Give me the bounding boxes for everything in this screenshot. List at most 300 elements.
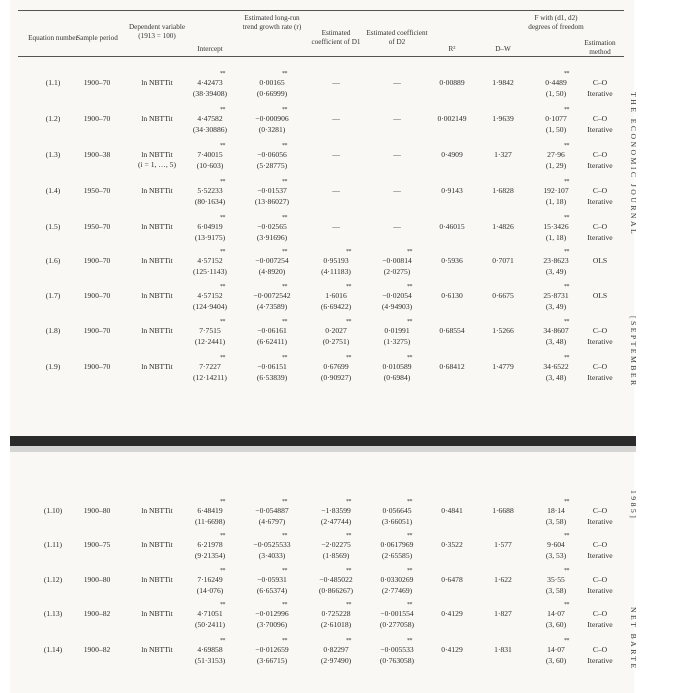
- column-header-method: Estimation method: [584, 39, 616, 56]
- significance-mark: **: [346, 319, 351, 325]
- cell-int: 6·21978: [197, 540, 223, 549]
- significance-mark: **: [220, 602, 225, 608]
- cell-f: 0·1077: [545, 114, 567, 123]
- column-header-dep: Dependent variable (1913 = 100): [128, 23, 186, 40]
- dependent-variable: ln NBTTit: [141, 150, 173, 159]
- year-running-title: 1985]: [629, 490, 638, 521]
- sample-period: 1900–70: [83, 78, 111, 87]
- cell-method-iterative: Iterative: [587, 233, 613, 242]
- significance-mark: **: [564, 107, 569, 113]
- significance-mark: **: [220, 71, 225, 77]
- cell-f-df: (3, 48): [545, 373, 567, 382]
- cell-d1: 0·95193: [323, 256, 349, 265]
- cell-int: 6·04919: [197, 222, 223, 231]
- cell-d1: 0·82297: [323, 645, 349, 654]
- cell-method: C–O: [592, 186, 608, 195]
- sample-period: 1900–82: [83, 645, 111, 654]
- significance-mark: **: [564, 71, 569, 77]
- dependent-variable: ln NBTTit: [141, 256, 173, 265]
- cell-int: 4·47582: [197, 114, 223, 123]
- cell-trend-t-stat: (3·91696): [256, 233, 288, 242]
- cell-f: 34·8607: [543, 326, 569, 335]
- equation-number: (1.1): [45, 78, 61, 87]
- sample-period: 1900–70: [83, 326, 111, 335]
- cell-d1-t-stat: (0·866267): [318, 586, 354, 595]
- significance-mark: **: [407, 355, 412, 361]
- cell-d1-t-stat: (2·47744): [320, 517, 352, 526]
- cell-method-iterative: Iterative: [587, 337, 613, 346]
- cell-f-df: (3, 58): [545, 586, 567, 595]
- cell-f-df: (1, 50): [545, 89, 567, 98]
- significance-mark: **: [282, 355, 287, 361]
- column-header-int: Intercept: [197, 45, 223, 53]
- cell-f: 25·8731: [543, 291, 569, 300]
- cell-d2-t-stat: (3·66051): [381, 517, 413, 526]
- cell-trend: −0·06056: [257, 150, 287, 159]
- cell-d2: 0·0330269: [380, 575, 414, 584]
- dependent-variable: ln NBTTit: [141, 506, 173, 515]
- sample-period: 1950–70: [83, 222, 111, 231]
- cell-d1-t-stat: (2·97490): [320, 656, 352, 665]
- significance-mark: **: [346, 602, 351, 608]
- cell-int: 7·7227: [199, 362, 221, 371]
- cell-trend: −0·06161: [257, 326, 287, 335]
- cell-r2: 0·68412: [439, 362, 465, 371]
- significance-mark: **: [564, 568, 569, 574]
- cell-int-t-stat: (125·1143): [193, 267, 227, 276]
- cell-int-t-stat: (50·2411): [194, 620, 226, 629]
- cell-int: 4·71051: [197, 609, 223, 618]
- cell-d1-t-stat: (0·2751): [322, 337, 350, 346]
- cell-trend: −0·012659: [255, 645, 289, 654]
- cell-d2: —: [393, 78, 401, 87]
- cell-int-t-stat: (13·9175): [194, 233, 226, 242]
- cell-int-t-stat: (11·6698): [194, 517, 226, 526]
- cell-int-t-stat: (12·14211): [193, 373, 227, 382]
- significance-mark: **: [564, 499, 569, 505]
- cell-trend-t-stat: (4·6797): [258, 517, 286, 526]
- cell-d1: −0·485022: [319, 575, 353, 584]
- dependent-variable: ln NBTTit: [141, 291, 173, 300]
- cell-int: 4·42473: [197, 78, 223, 87]
- cell-method: C–O: [592, 326, 608, 335]
- significance-mark: **: [564, 215, 569, 221]
- cell-method-iterative: Iterative: [587, 89, 613, 98]
- significance-mark: **: [346, 284, 351, 290]
- significance-mark: **: [220, 568, 225, 574]
- cell-d1: 0·67699: [323, 362, 349, 371]
- significance-mark: **: [282, 638, 287, 644]
- cell-r2: 0·68554: [439, 326, 465, 335]
- cell-d2-t-stat: (0·763058): [379, 656, 415, 665]
- cell-d2-t-stat: (1·3275): [383, 337, 411, 346]
- cell-r2: 0·002149: [437, 114, 467, 123]
- cell-d1-t-stat: (1·8569): [322, 551, 350, 560]
- cell-int: 4·69858: [197, 645, 223, 654]
- cell-r2: 0·4129: [441, 609, 463, 618]
- cell-f: 15·3426: [543, 222, 569, 231]
- cell-f-df: (3, 58): [545, 517, 567, 526]
- significance-mark: **: [282, 215, 287, 221]
- significance-mark: **: [220, 499, 225, 505]
- cell-dw: 1·4779: [492, 362, 514, 371]
- cell-d1: 1·6016: [325, 291, 347, 300]
- cell-method: C–O: [592, 609, 608, 618]
- cell-f: 18·14: [547, 506, 565, 515]
- cell-d2: —: [393, 114, 401, 123]
- cell-dw: 1·622: [494, 575, 512, 584]
- significance-mark: **: [564, 638, 569, 644]
- cell-method: C–O: [592, 150, 608, 159]
- equation-number: (1.9): [45, 362, 61, 371]
- cell-d2: —: [393, 222, 401, 231]
- cell-trend: 0·00165: [259, 78, 285, 87]
- dependent-variable: ln NBTTit: [141, 186, 173, 195]
- cell-method-iterative: Iterative: [587, 161, 613, 170]
- cell-method-iterative: Iterative: [587, 125, 613, 134]
- significance-mark: **: [564, 179, 569, 185]
- equation-number: (1.5): [45, 222, 61, 231]
- cell-d2: 0·010589: [382, 362, 412, 371]
- significance-mark: **: [282, 319, 287, 325]
- significance-mark: **: [220, 215, 225, 221]
- cell-method: C–O: [592, 506, 608, 515]
- significance-mark: **: [346, 499, 351, 505]
- cell-trend-t-stat: (3·70096): [256, 620, 288, 629]
- cell-d2-t-stat: (0·277058): [379, 620, 415, 629]
- significance-mark: **: [407, 602, 412, 608]
- significance-mark: **: [407, 319, 412, 325]
- sample-period: 1900–82: [83, 609, 111, 618]
- dependent-variable: ln NBTTit: [141, 540, 173, 549]
- cell-trend-t-stat: (5·28775): [256, 161, 288, 170]
- dependent-variable: ln NBTTit: [141, 609, 173, 618]
- cell-trend: −0·06151: [257, 362, 287, 371]
- dependent-variable: ln NBTTit: [141, 222, 173, 231]
- significance-mark: **: [282, 71, 287, 77]
- cell-trend: −0·0525533: [253, 540, 291, 549]
- cell-r2: 0·4841: [441, 506, 463, 515]
- significance-mark: **: [282, 179, 287, 185]
- sample-period: 1900–70: [83, 256, 111, 265]
- cell-method: C–O: [592, 222, 608, 231]
- equation-number: (1.8): [45, 326, 61, 335]
- significance-mark: **: [346, 249, 351, 255]
- cell-d1-t-stat: (2·61018): [320, 620, 352, 629]
- cell-trend: −0·0072542: [253, 291, 291, 300]
- significance-mark: **: [346, 355, 351, 361]
- equation-number: (1.3): [45, 150, 61, 159]
- significance-mark: **: [564, 602, 569, 608]
- significance-mark: **: [220, 143, 225, 149]
- sample-period: 1900–80: [83, 506, 111, 515]
- column-header-d2: Estimated coefficient of D2: [366, 29, 428, 46]
- cell-r2: 0·4129: [441, 645, 463, 654]
- equation-number: (1.12): [43, 575, 63, 584]
- cell-trend: −0·02565: [257, 222, 287, 231]
- significance-mark: **: [220, 107, 225, 113]
- significance-mark: **: [346, 568, 351, 574]
- significance-mark: **: [220, 179, 225, 185]
- column-header-eq: Equation number: [28, 34, 78, 42]
- cell-r2: 0·6478: [441, 575, 463, 584]
- cell-f: 27·96: [547, 150, 565, 159]
- rule-header: [18, 56, 624, 57]
- cell-f-df: (1, 29): [545, 161, 567, 170]
- equation-number: (1.11): [43, 540, 63, 549]
- cell-trend: −0·000906: [255, 114, 289, 123]
- cell-trend: −0·01537: [257, 186, 287, 195]
- cell-int: 4·57152: [197, 291, 223, 300]
- cell-int-t-stat: (80·1634): [194, 197, 226, 206]
- cell-d1: 0·2027: [325, 326, 347, 335]
- dependent-variable: ln NBTTit: [141, 326, 173, 335]
- cell-trend-t-stat: (0·3281): [258, 125, 286, 134]
- cell-r2: 0·6130: [441, 291, 463, 300]
- cell-f: 23·8623: [543, 256, 569, 265]
- rule-top: [18, 10, 624, 11]
- cell-int: 6·48419: [197, 506, 223, 515]
- cell-method: C–O: [592, 540, 608, 549]
- dependent-variable: ln NBTTit: [141, 78, 173, 87]
- cell-trend-t-stat: (6·65374): [256, 586, 288, 595]
- cell-int-t-stat: (12·2441): [194, 337, 226, 346]
- cell-trend: −0·012996: [255, 609, 289, 618]
- significance-mark: **: [407, 638, 412, 644]
- cell-method: C–O: [592, 362, 608, 371]
- significance-mark: **: [407, 568, 412, 574]
- sample-period: 1900–75: [83, 540, 111, 549]
- journal-running-title: THE ECONOMIC JOURNAL: [629, 92, 638, 237]
- equation-number: (1.14): [43, 645, 63, 654]
- significance-mark: **: [407, 499, 412, 505]
- significance-mark: **: [346, 638, 351, 644]
- significance-mark: **: [220, 284, 225, 290]
- cell-method-iterative: Iterative: [587, 373, 613, 382]
- cell-d2-t-stat: (4·94903): [381, 302, 413, 311]
- cell-f: 192·107: [543, 186, 569, 195]
- cell-trend-t-stat: (4·8920): [258, 267, 286, 276]
- column-header-dw: D–W: [495, 45, 511, 53]
- cell-method: OLS: [592, 291, 608, 300]
- equation-number: (1.6): [45, 256, 61, 265]
- cell-dw: 1·6688: [492, 506, 514, 515]
- cell-d2-t-stat: (0·6984): [383, 373, 411, 382]
- cell-dw: 1·9842: [492, 78, 514, 87]
- cell-d2: −0·001554: [380, 609, 414, 618]
- dependent-variable-index: (i = 1, …, 5): [137, 160, 177, 169]
- cell-dw: 1·5266: [492, 326, 514, 335]
- significance-mark: **: [220, 638, 225, 644]
- cell-d1: −2·02275: [321, 540, 351, 549]
- cell-d2: 0·0617969: [380, 540, 414, 549]
- cell-f: 14·07: [547, 645, 565, 654]
- cell-trend: −0·054887: [255, 506, 289, 515]
- column-header-trend: Estimated long-run trend growth rate (r): [242, 14, 302, 31]
- cell-int: 5·52233: [197, 186, 223, 195]
- column-header-f: F with (d1, d2) degrees of freedom: [528, 14, 584, 31]
- dependent-variable: ln NBTTit: [141, 645, 173, 654]
- cell-d1: —: [332, 186, 340, 195]
- cell-f: 9·604: [547, 540, 565, 549]
- significance-mark: **: [282, 499, 287, 505]
- cell-int-t-stat: (38·39408): [192, 89, 228, 98]
- cell-trend-t-stat: (3·4033): [258, 551, 286, 560]
- equation-number: (1.4): [45, 186, 61, 195]
- cell-d1: −1·83599: [321, 506, 351, 515]
- cell-d2: 0·056645: [382, 506, 412, 515]
- page-divider: [10, 436, 636, 446]
- dependent-variable: ln NBTTit: [141, 362, 173, 371]
- cell-d1-t-stat: (6·69422): [320, 302, 352, 311]
- cell-d1: —: [332, 78, 340, 87]
- cell-int: 4·57152: [197, 256, 223, 265]
- cell-f: 14·07: [547, 609, 565, 618]
- cell-dw: 1·831: [494, 645, 512, 654]
- cell-d2: 0·01991: [384, 326, 410, 335]
- significance-mark: **: [407, 249, 412, 255]
- cell-r2: 0·00889: [439, 78, 465, 87]
- significance-mark: **: [564, 355, 569, 361]
- significance-mark: **: [282, 284, 287, 290]
- significance-mark: **: [282, 249, 287, 255]
- cell-dw: 0·6675: [492, 291, 514, 300]
- significance-mark: **: [282, 143, 287, 149]
- cell-d1-t-stat: (4·11183): [321, 267, 351, 276]
- cell-f-df: (3, 48): [545, 337, 567, 346]
- significance-mark: **: [220, 355, 225, 361]
- cell-int-t-stat: (10·603): [196, 161, 224, 170]
- cell-method: C–O: [592, 114, 608, 123]
- significance-mark: **: [282, 602, 287, 608]
- cell-f-df: (3, 60): [545, 620, 567, 629]
- sample-period: 1900–70: [83, 114, 111, 123]
- cell-r2: 0·9143: [441, 186, 463, 195]
- cell-method: C–O: [592, 78, 608, 87]
- significance-mark: **: [564, 533, 569, 539]
- column-header-r2: R²: [448, 45, 456, 53]
- cell-d2: −0·00814: [382, 256, 412, 265]
- cell-f-df: (3, 49): [545, 302, 567, 311]
- cell-f-df: (3, 49): [545, 267, 567, 276]
- cell-f-df: (1, 50): [545, 125, 567, 134]
- significance-mark: **: [282, 533, 287, 539]
- cell-trend: −0·05931: [257, 575, 287, 584]
- significance-mark: **: [564, 249, 569, 255]
- cell-f-df: (3, 60): [545, 656, 567, 665]
- equation-number: (1.7): [45, 291, 61, 300]
- cell-method-iterative: Iterative: [587, 656, 613, 665]
- cell-d1: —: [332, 150, 340, 159]
- cell-r2: 0·5936: [441, 256, 463, 265]
- cell-dw: 1·827: [494, 609, 512, 618]
- net-barter-running-title: NET BARTE: [629, 607, 638, 671]
- dependent-variable: ln NBTTit: [141, 575, 173, 584]
- cell-d1: —: [332, 222, 340, 231]
- cell-r2: 0·46015: [439, 222, 465, 231]
- cell-d1: —: [332, 114, 340, 123]
- cell-dw: 0·7071: [492, 256, 514, 265]
- cell-d2: −0·005533: [380, 645, 414, 654]
- cell-method-iterative: Iterative: [587, 551, 613, 560]
- sample-period: 1900–70: [83, 362, 111, 371]
- significance-mark: **: [407, 533, 412, 539]
- cell-dw: 1·9639: [492, 114, 514, 123]
- cell-int-t-stat: (124·9404): [192, 302, 228, 311]
- equation-number: (1.13): [43, 609, 63, 618]
- cell-method-iterative: Iterative: [587, 517, 613, 526]
- cell-trend-t-stat: (4·73589): [256, 302, 288, 311]
- sample-period: 1900–38: [83, 150, 111, 159]
- significance-mark: **: [282, 568, 287, 574]
- cell-d2: —: [393, 150, 401, 159]
- column-header-d1: Estimated coefficient of D1: [311, 29, 361, 46]
- column-header-period: Sample period: [76, 34, 118, 42]
- cell-trend-t-stat: (6·53839): [256, 373, 288, 382]
- cell-f: 35·55: [547, 575, 565, 584]
- cell-dw: 1·6828: [492, 186, 514, 195]
- significance-mark: **: [564, 319, 569, 325]
- cell-int-t-stat: (9·21354): [194, 551, 226, 560]
- significance-mark: **: [407, 284, 412, 290]
- equation-number: (1.10): [43, 506, 63, 515]
- sample-period: 1900–70: [83, 291, 111, 300]
- cell-d1: 0·725228: [321, 609, 351, 618]
- cell-int: 7·16249: [197, 575, 223, 584]
- cell-int-t-stat: (34·30886): [192, 125, 228, 134]
- cell-dw: 1·327: [494, 150, 512, 159]
- cell-int: 7·40015: [197, 150, 223, 159]
- dependent-variable: ln NBTTit: [141, 114, 173, 123]
- cell-f-df: (3, 53): [545, 551, 567, 560]
- significance-mark: **: [220, 319, 225, 325]
- month-running-title: [SEPTEMBER: [629, 316, 638, 388]
- cell-trend-t-stat: (0·66999): [256, 89, 288, 98]
- cell-dw: 1·4826: [492, 222, 514, 231]
- cell-f-df: (1, 18): [545, 197, 567, 206]
- cell-trend-t-stat: (13·86027): [254, 197, 290, 206]
- sample-period: 1950–70: [83, 186, 111, 195]
- cell-r2: 0·3522: [441, 540, 463, 549]
- cell-f: 34·6522: [543, 362, 569, 371]
- significance-mark: **: [346, 533, 351, 539]
- cell-method-iterative: Iterative: [587, 586, 613, 595]
- cell-method-iterative: Iterative: [587, 197, 613, 206]
- cell-f-df: (1, 18): [545, 233, 567, 242]
- cell-int-t-stat: (51·3153): [194, 656, 226, 665]
- significance-mark: **: [564, 284, 569, 290]
- cell-trend-t-stat: (6·62411): [256, 337, 288, 346]
- significance-mark: **: [220, 249, 225, 255]
- sample-period: 1900–80: [83, 575, 111, 584]
- cell-f: 0·4489: [545, 78, 567, 87]
- cell-dw: 1·577: [494, 540, 512, 549]
- cell-trend-t-stat: (3·66715): [256, 656, 288, 665]
- cell-d2-t-stat: (2·77469): [381, 586, 413, 595]
- cell-method: C–O: [592, 575, 608, 584]
- cell-method: OLS: [592, 256, 608, 265]
- significance-mark: **: [564, 143, 569, 149]
- cell-method-iterative: Iterative: [587, 620, 613, 629]
- cell-d1-t-stat: (0·90927): [320, 373, 352, 382]
- cell-trend: −0·007254: [255, 256, 289, 265]
- cell-r2: 0·4909: [441, 150, 463, 159]
- cell-d2-t-stat: (2·65585): [381, 551, 413, 560]
- cell-int: 7·7515: [199, 326, 221, 335]
- cell-int-t-stat: (14·076): [196, 586, 224, 595]
- significance-mark: **: [282, 107, 287, 113]
- cell-d2: —: [393, 186, 401, 195]
